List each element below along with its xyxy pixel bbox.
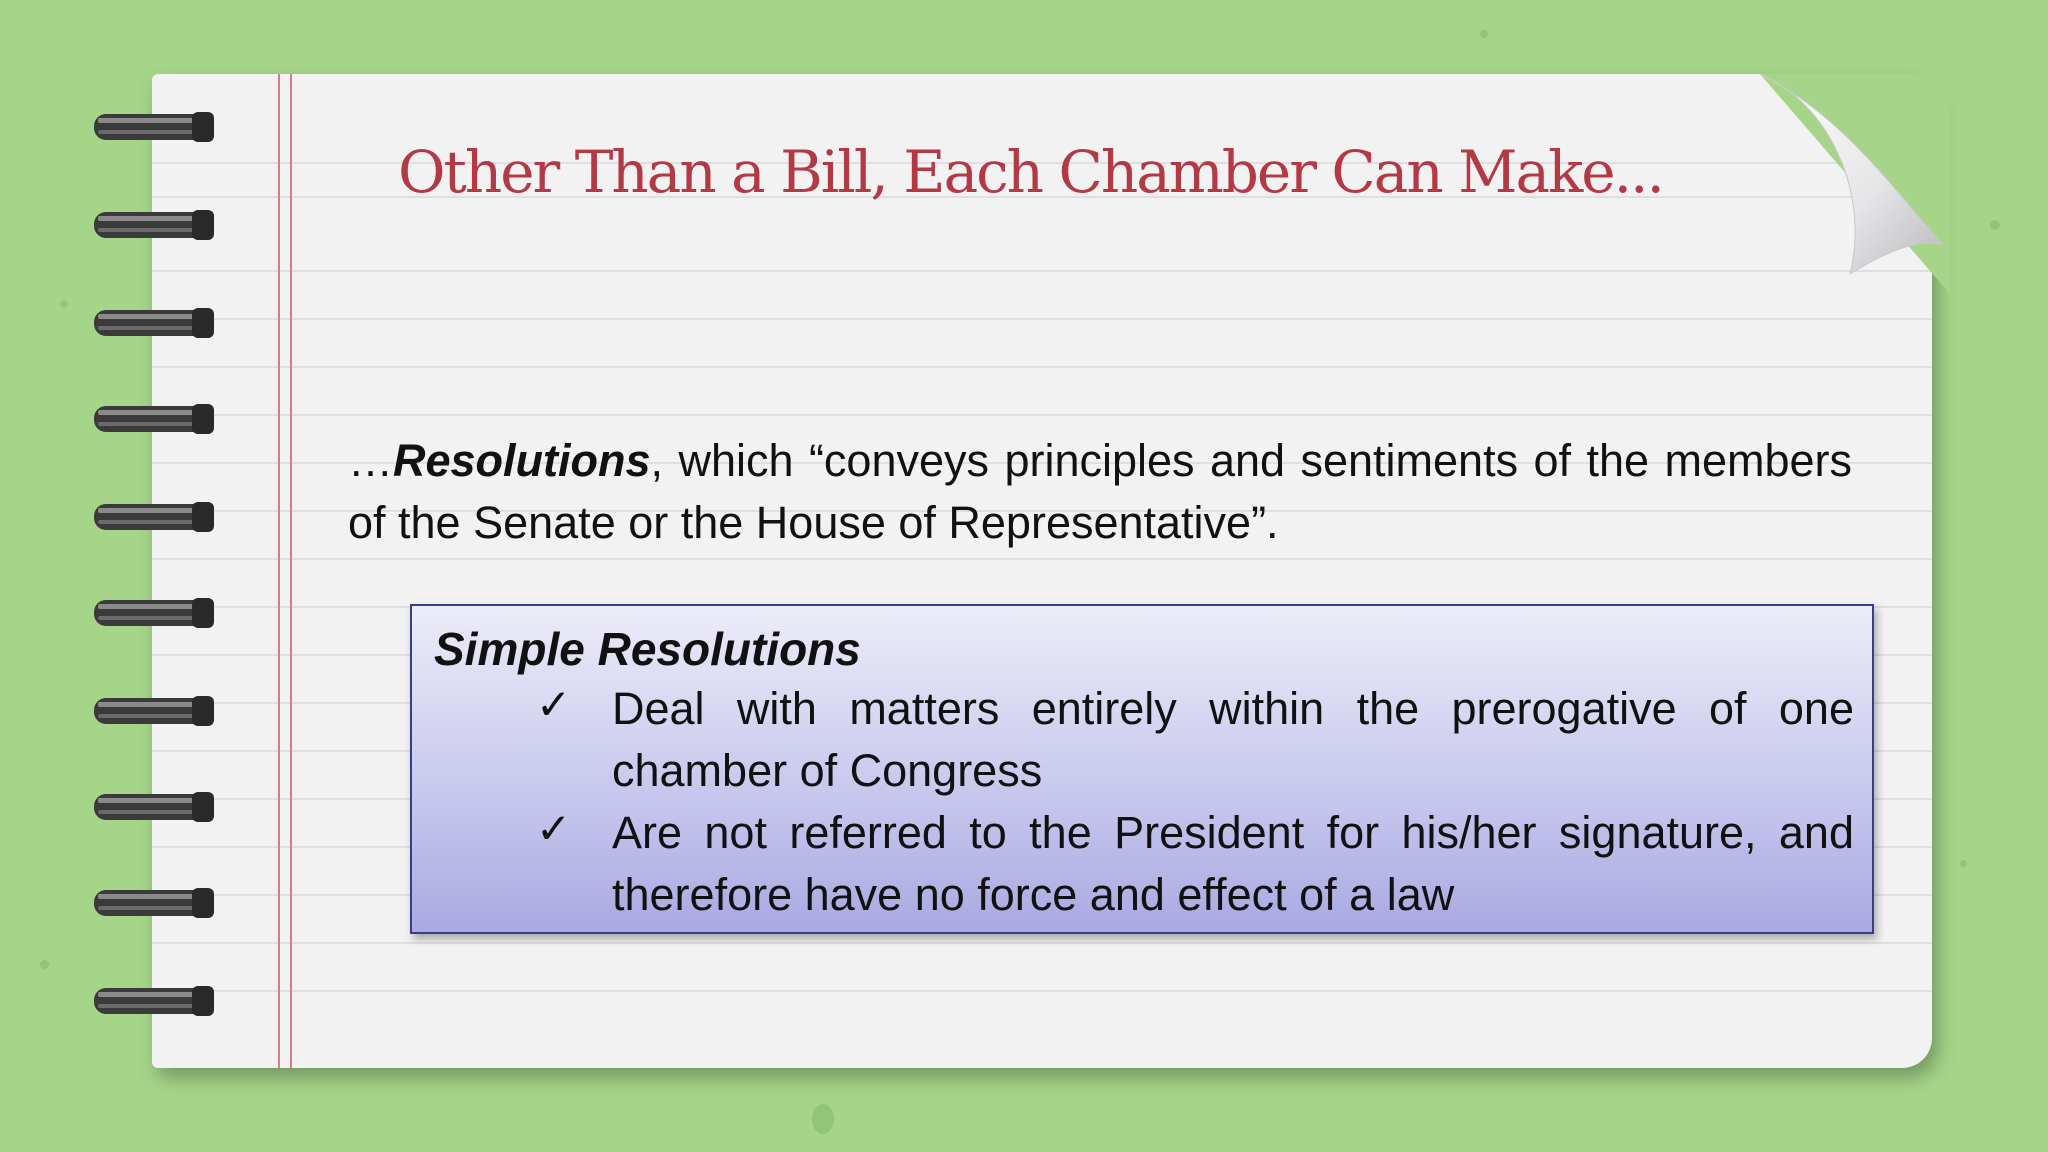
spiral-ring [92, 884, 220, 922]
background-speck [1990, 220, 2000, 230]
intro-paragraph [348, 430, 1852, 554]
spiral-ring [92, 692, 220, 730]
spiral-ring [92, 498, 220, 536]
spiral-ring [92, 594, 220, 632]
spiral-ring [92, 206, 220, 244]
background-speck [1960, 860, 1967, 867]
spiral-ring [92, 982, 220, 1020]
margin-line [278, 74, 280, 1068]
spiral-ring [92, 108, 220, 146]
bullet-text: Deal with matters entirely within the prerogative of one chamber of Congress [612, 683, 1854, 796]
background-speck [40, 960, 49, 969]
bullet-text: Are not referred to the President for his/her signature, and therefore have no force and effect of a law [612, 807, 1854, 920]
ruled-line [152, 942, 1932, 944]
background-speck [1480, 30, 1488, 38]
checkmark-icon: ✓ [536, 804, 572, 853]
background-speck [60, 300, 68, 308]
ruled-line [152, 414, 1932, 416]
ruled-line [152, 990, 1932, 992]
spiral-ring [92, 788, 220, 826]
ruled-line [152, 318, 1932, 320]
spiral-ring [92, 400, 220, 438]
intro-emphasis: Resolutions [393, 435, 651, 486]
page-curl-corner [1720, 74, 1950, 294]
background-speck [812, 1104, 834, 1134]
ruled-line [152, 558, 1932, 560]
ruled-line [152, 270, 1932, 272]
intro-prefix: … [348, 435, 393, 486]
simple-resolutions-box [410, 604, 1874, 934]
ruled-line [152, 366, 1932, 368]
margin-line [290, 74, 292, 1068]
spiral-ring [92, 304, 220, 342]
slide-title: Other Than a Bill, Each Chamber Can Make... [398, 138, 1663, 206]
checkmark-icon: ✓ [536, 680, 572, 729]
intro-rest: , which “conveys principles and sentiments of the members of the Senate or the House of Representative”. [348, 435, 1852, 548]
box-title: Simple Resolutions [434, 623, 861, 675]
